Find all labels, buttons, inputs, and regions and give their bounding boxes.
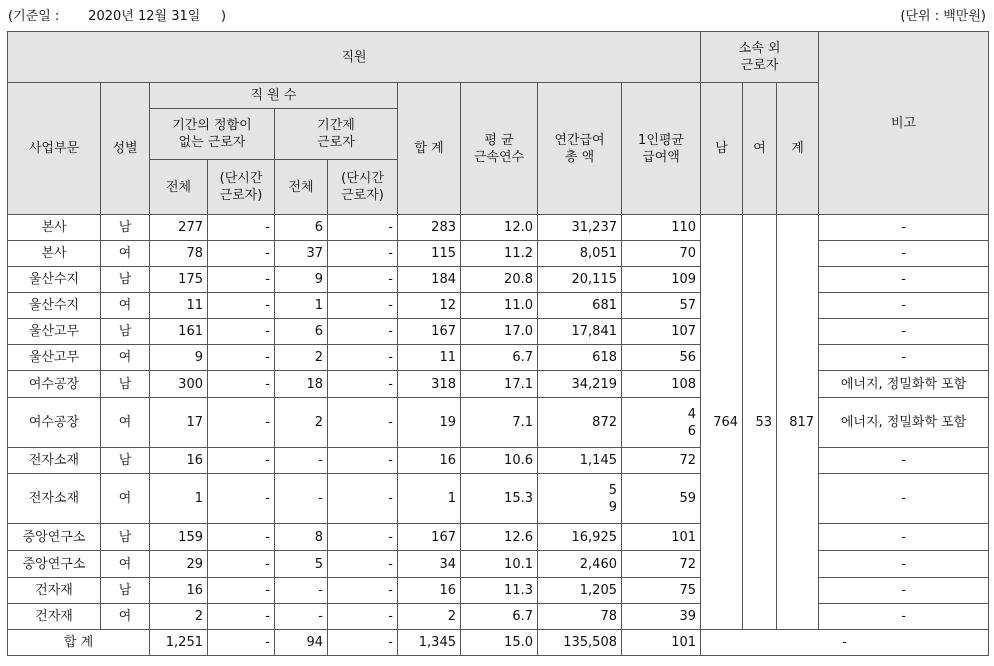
total-cell: 16: [398, 448, 461, 474]
remark-cell: -: [819, 524, 989, 551]
division-cell: 중앙연구소: [8, 524, 101, 551]
contract-part-time-cell: -: [328, 215, 398, 241]
contract-header: 기간제 근로자: [275, 109, 398, 160]
contract-all-cell: 5: [275, 551, 328, 578]
gender-cell: 남: [101, 319, 150, 345]
remark-cell: -: [819, 241, 989, 267]
contract-all-cell: 18: [275, 371, 328, 398]
gender-cell: 여: [101, 398, 150, 448]
permanent-part-time-cell: -: [208, 551, 275, 578]
permanent-header: 기간의 정함이 없는 근로자: [150, 109, 275, 160]
pay-avg-cell: 109: [622, 267, 701, 293]
tenure-cell: 11.0: [461, 293, 538, 319]
permanent-all-cell: 175: [150, 267, 208, 293]
permanent-all-cell: 161: [150, 319, 208, 345]
division-cell: 본사: [8, 215, 101, 241]
total-cell: 34: [398, 551, 461, 578]
contract-all-cell: -: [275, 448, 328, 474]
pay-total-cell: 31,237: [538, 215, 622, 241]
total-cell: 16: [398, 578, 461, 604]
division-cell: 전자소재: [8, 474, 101, 524]
total-cell: 283: [398, 215, 461, 241]
table-row: [8, 448, 989, 474]
remark-cell: 에너지, 정밀화학 포함: [819, 398, 989, 448]
contract-part-time-cell: -: [328, 398, 398, 448]
pay-total-cell: 872: [538, 398, 622, 448]
summary-total-cell: 1,345: [398, 630, 461, 656]
gender-cell: 여: [101, 345, 150, 371]
permanent-part-time-cell: -: [208, 319, 275, 345]
permanent-part-time-header: (단시간 근로자): [208, 160, 275, 215]
pay-total-cell: 17,841: [538, 319, 622, 345]
total-cell: 184: [398, 267, 461, 293]
contract-part-time-cell: -: [328, 267, 398, 293]
contract-part-time-cell: -: [328, 524, 398, 551]
division-cell: 여수공장: [8, 398, 101, 448]
pay-total-cell: 1,205: [538, 578, 622, 604]
permanent-part-time-cell: -: [208, 398, 275, 448]
outside-female-header: 여: [743, 83, 777, 215]
pay-total-cell: 1,145: [538, 448, 622, 474]
pay-avg-cell: 39: [622, 604, 701, 630]
permanent-part-time-cell: -: [208, 604, 275, 630]
headcount-header: 직 원 수: [150, 83, 398, 109]
total-cell: 318: [398, 371, 461, 398]
tenure-cell: 10.6: [461, 448, 538, 474]
pay-avg-cell: 108: [622, 371, 701, 398]
division-cell: 건자재: [8, 578, 101, 604]
contract-part-time-cell: -: [328, 578, 398, 604]
pay-total-cell: 2,460: [538, 551, 622, 578]
contract-all-cell: 2: [275, 345, 328, 371]
remark-cell: -: [819, 551, 989, 578]
pay-total-cell: 681: [538, 293, 622, 319]
permanent-part-time-cell: -: [208, 371, 275, 398]
tenure-cell: 15.3: [461, 474, 538, 524]
pay-avg-cell: 72: [622, 551, 701, 578]
tenure-cell: 10.1: [461, 551, 538, 578]
table-body: [8, 215, 989, 656]
pay-avg-cell: 110: [622, 215, 701, 241]
table-row: [8, 474, 989, 524]
summary-tenure-cell: 15.0: [461, 630, 538, 656]
contract-part-time-cell: -: [328, 604, 398, 630]
permanent-all-cell: 16: [150, 578, 208, 604]
remark-cell: -: [819, 345, 989, 371]
permanent-all-cell: 9: [150, 345, 208, 371]
gender-cell: 남: [101, 267, 150, 293]
tenure-cell: 11.2: [461, 241, 538, 267]
total-cell: 167: [398, 319, 461, 345]
gender-cell: 남: [101, 578, 150, 604]
outside-worker-header: 소속 외 근로자: [701, 32, 819, 83]
gender-cell: 여: [101, 551, 150, 578]
pay-avg-cell: 4 6: [622, 398, 701, 448]
pay-avg-cell: 101: [622, 524, 701, 551]
total-cell: 115: [398, 241, 461, 267]
permanent-all-cell: 300: [150, 371, 208, 398]
table-row: [8, 293, 989, 319]
outside-male-header: 남: [701, 83, 743, 215]
permanent-all-cell: 16: [150, 448, 208, 474]
total-cell: 2: [398, 604, 461, 630]
permanent-all-cell: 159: [150, 524, 208, 551]
permanent-part-time-cell: -: [208, 448, 275, 474]
contract-all-cell: 37: [275, 241, 328, 267]
table-row: [8, 604, 989, 630]
report-header: [0, 0, 994, 30]
contract-all-cell: -: [275, 474, 328, 524]
permanent-all-cell: 2: [150, 604, 208, 630]
remark-cell: -: [819, 319, 989, 345]
contract-part-time-cell: -: [328, 345, 398, 371]
contract-all-cell: 9: [275, 267, 328, 293]
gender-cell: 남: [101, 524, 150, 551]
summary-permanent-all-cell: 1,251: [150, 630, 208, 656]
summary-remark-cell: -: [701, 630, 989, 656]
contract-part-time-cell: -: [328, 241, 398, 267]
outside-male-value: 764: [701, 215, 743, 630]
gender-cell: 남: [101, 448, 150, 474]
outside-total-value: 817: [777, 215, 819, 630]
tenure-cell: 20.8: [461, 267, 538, 293]
tenure-cell: 12.0: [461, 215, 538, 241]
permanent-all-header: 전체: [150, 160, 208, 215]
total-cell: 12: [398, 293, 461, 319]
contract-part-time-cell: -: [328, 448, 398, 474]
table-row: [8, 551, 989, 578]
remark-header: 비고: [819, 32, 989, 215]
contract-all-cell: 6: [275, 319, 328, 345]
pay-total-cell: 20,115: [538, 267, 622, 293]
pay-avg-cell: 56: [622, 345, 701, 371]
division-cell: 전자소재: [8, 448, 101, 474]
outside-female-value: 53: [743, 215, 777, 630]
outside-total-header: 계: [777, 83, 819, 215]
contract-part-time-cell: -: [328, 293, 398, 319]
gender-cell: 여: [101, 293, 150, 319]
contract-all-cell: -: [275, 604, 328, 630]
tenure-cell: 6.7: [461, 345, 538, 371]
permanent-part-time-cell: -: [208, 267, 275, 293]
table-head: [8, 32, 989, 215]
employee-header: 직원: [8, 32, 701, 83]
table-row: [8, 215, 989, 241]
division-cell: 울산수지: [8, 267, 101, 293]
contract-part-time-cell: -: [328, 371, 398, 398]
unit-label: (단위 : 백만원): [900, 9, 986, 24]
contract-all-cell: 1: [275, 293, 328, 319]
permanent-part-time-cell: -: [208, 524, 275, 551]
remark-cell: -: [819, 267, 989, 293]
permanent-all-cell: 1: [150, 474, 208, 524]
annual-pay-header: 연간급여 총 액: [538, 83, 622, 215]
division-cell: 건자재: [8, 604, 101, 630]
contract-part-time-cell: -: [328, 319, 398, 345]
pay-avg-cell: 72: [622, 448, 701, 474]
summary-contract-all-cell: 94: [275, 630, 328, 656]
permanent-all-cell: 17: [150, 398, 208, 448]
permanent-part-time-cell: -: [208, 241, 275, 267]
pay-avg-cell: 75: [622, 578, 701, 604]
summary-contract-part-time-cell: -: [328, 630, 398, 656]
contract-part-time-cell: -: [328, 551, 398, 578]
pay-avg-cell: 57: [622, 293, 701, 319]
remark-cell: -: [819, 474, 989, 524]
table-row: [8, 398, 989, 448]
total-cell: 167: [398, 524, 461, 551]
total-cell: 1: [398, 474, 461, 524]
division-cell: 울산고무: [8, 319, 101, 345]
pay-avg-cell: 107: [622, 319, 701, 345]
remark-cell: -: [819, 604, 989, 630]
remark-cell: -: [819, 448, 989, 474]
permanent-part-time-cell: -: [208, 578, 275, 604]
table-row: [8, 371, 989, 398]
summary-permanent-part-time-cell: -: [208, 630, 275, 656]
division-cell: 울산수지: [8, 293, 101, 319]
pay-avg-cell: 59: [622, 474, 701, 524]
tenure-cell: 6.7: [461, 604, 538, 630]
remark-cell: 에너지, 정밀화학 포함: [819, 371, 989, 398]
gender-cell: 남: [101, 371, 150, 398]
permanent-all-cell: 29: [150, 551, 208, 578]
pay-avg-cell: 70: [622, 241, 701, 267]
remark-cell: -: [819, 215, 989, 241]
division-cell: 울산고무: [8, 345, 101, 371]
tenure-cell: 17.0: [461, 319, 538, 345]
gender-cell: 여: [101, 241, 150, 267]
summary-label: 합 계: [8, 630, 150, 656]
permanent-all-cell: 78: [150, 241, 208, 267]
remark-cell: -: [819, 578, 989, 604]
contract-all-cell: 6: [275, 215, 328, 241]
summary-pay-avg-cell: 101: [622, 630, 701, 656]
pay-total-cell: 16,925: [538, 524, 622, 551]
gender-cell: 여: [101, 604, 150, 630]
permanent-all-cell: 277: [150, 215, 208, 241]
division-cell: 본사: [8, 241, 101, 267]
contract-all-cell: 2: [275, 398, 328, 448]
avg-pay-header: 1인평균 급여액: [622, 83, 701, 215]
gender-cell: 여: [101, 474, 150, 524]
division-cell: 여수공장: [8, 371, 101, 398]
permanent-all-cell: 11: [150, 293, 208, 319]
division-header: 사업부문: [8, 83, 101, 215]
table-row: [8, 267, 989, 293]
table-row: [8, 524, 989, 551]
base-date-label: (기준일 : 2020년 12월 31일 ): [8, 9, 227, 24]
permanent-part-time-cell: -: [208, 345, 275, 371]
total-cell: 19: [398, 398, 461, 448]
remark-cell: -: [819, 293, 989, 319]
table-row: [8, 319, 989, 345]
pay-total-cell: 34,219: [538, 371, 622, 398]
permanent-part-time-cell: -: [208, 215, 275, 241]
pay-total-cell: 618: [538, 345, 622, 371]
contract-part-time-header: (단시간 근로자): [328, 160, 398, 215]
contract-all-cell: -: [275, 578, 328, 604]
table-row: [8, 578, 989, 604]
table-row: [8, 345, 989, 371]
division-cell: 중앙연구소: [8, 551, 101, 578]
tenure-cell: 7.1: [461, 398, 538, 448]
summary-pay-total-cell: 135,508: [538, 630, 622, 656]
permanent-part-time-cell: -: [208, 474, 275, 524]
pay-total-cell: 5 9: [538, 474, 622, 524]
contract-part-time-cell: -: [328, 474, 398, 524]
tenure-cell: 12.6: [461, 524, 538, 551]
gender-header: 성별: [101, 83, 150, 215]
permanent-part-time-cell: -: [208, 293, 275, 319]
tenure-cell: 17.1: [461, 371, 538, 398]
summary-row: [8, 630, 989, 656]
gender-cell: 남: [101, 215, 150, 241]
contract-all-header: 전체: [275, 160, 328, 215]
pay-total-cell: 8,051: [538, 241, 622, 267]
table-row: [8, 241, 989, 267]
pay-total-cell: 78: [538, 604, 622, 630]
tenure-cell: 11.3: [461, 578, 538, 604]
avg-tenure-header: 평 균 근속연수: [461, 83, 538, 215]
contract-all-cell: 8: [275, 524, 328, 551]
total-cell: 11: [398, 345, 461, 371]
total-sum-header: 합 계: [398, 83, 461, 215]
employee-table: [7, 31, 989, 656]
